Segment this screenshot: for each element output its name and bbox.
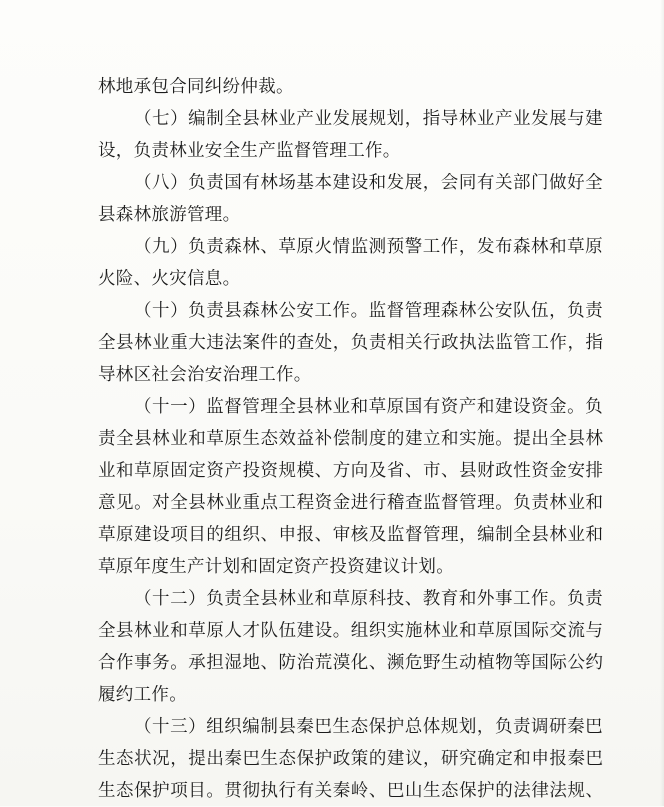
- paragraph-7-line: 设，负责林业安全生产监督管理工作。: [98, 141, 401, 161]
- paragraph-12-line: 履约工作。: [98, 685, 187, 705]
- paragraph-8-line: （八）负责国有林场基本建设和发展，会同有关部门做好全: [134, 173, 603, 193]
- paragraph-13-line: （十三）组织编制县秦巴生态保护总体规划，负责调研秦巴: [134, 717, 603, 737]
- paragraph-11-line: 意见。对全县林业重点工程资金进行稽查监督管理。负责林业和: [98, 493, 603, 513]
- paragraph-12-line: （十二）负责全县林业和草原科技、教育和外事工作。负责: [134, 589, 603, 609]
- paragraph-11-line: 责全县林业和草原生态效益补偿制度的建立和实施。提出全县林: [98, 429, 603, 449]
- paragraph-13-line: 生态状况，提出秦巴生态保护政策的建议，研究确定和申报秦巴: [98, 749, 603, 769]
- paragraph-13-line: 生态保护项目。贯彻执行有关秦岭、巴山生态保护的法律法规、: [98, 781, 603, 801]
- paragraph-11-line: 业和草原固定资产投资规模、方向及省、市、县财政性资金安排: [98, 461, 603, 481]
- page-edge-shadow: [660, 0, 664, 806]
- paragraph-12-line: 全县林业和草原人才队伍建设。组织实施林业和草原国际交流与: [98, 621, 603, 641]
- paragraph-8-line: 县森林旅游管理。: [98, 205, 241, 225]
- paragraph-9-line: 火险、火灾信息。: [98, 269, 241, 289]
- paragraph-10-line: 导林区社会治安治理工作。: [98, 365, 312, 385]
- paragraph-11-line: 草原年度生产计划和固定资产投资建议计划。: [98, 557, 454, 577]
- paragraph-10-line: （十）负责县森林公安工作。监督管理森林公安队伍，负责: [134, 301, 603, 321]
- paragraph-11-line: （十一）监督管理全县林业和草原国有资产和建设资金。负: [134, 397, 603, 417]
- paragraph-9-line: （九）负责森林、草原火情监测预警工作，发布森林和草原: [134, 237, 603, 257]
- text-line: 林地承包合同纠纷仲裁。: [98, 77, 294, 97]
- paragraph-11-line: 草原建设项目的组织、申报、审核及监督管理，编制全县林业和: [98, 525, 603, 545]
- paragraph-12-line: 合作事务。承担湿地、防治荒漠化、濒危野生动植物等国际公约: [98, 653, 603, 673]
- paragraph-10-line: 全县林业重大违法案件的查处，负责相关行政执法监管工作，指: [98, 333, 603, 353]
- paragraph-7-line: （七）编制全县林业产业发展规划，指导林业产业发展与建: [134, 109, 603, 129]
- document-body: [98, 71, 603, 807]
